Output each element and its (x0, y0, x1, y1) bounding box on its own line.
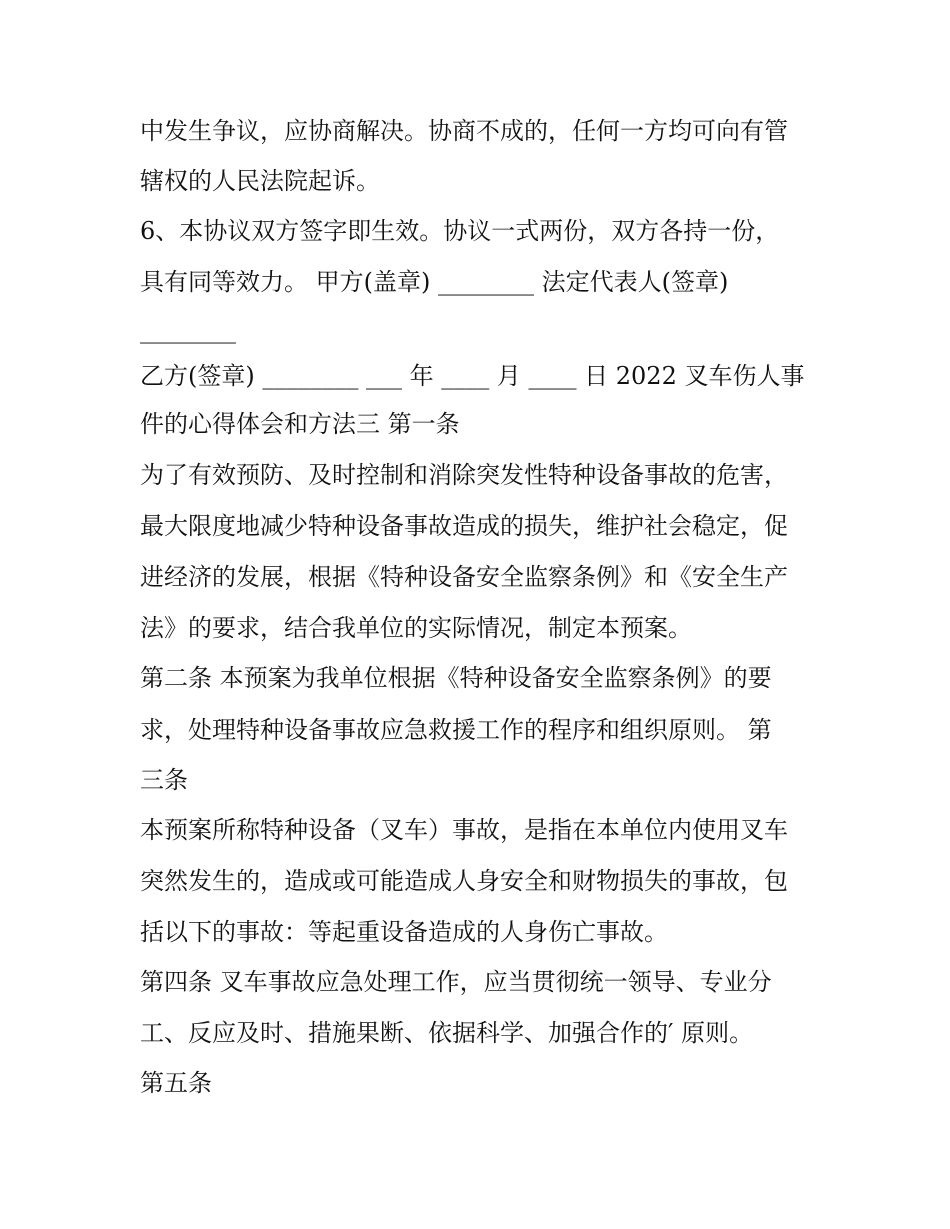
text-line: 中发生争议，应协商解决。协商不成的，任何一方均可向有管 (140, 117, 788, 145)
text-line: 6、本协议双方签字即生效。协议一式两份，双方各持一份， (140, 217, 780, 245)
text-line: 第二条 本预案为我单位根据《特种设备安全监察条例》的要 (140, 664, 772, 692)
text-line: 最大限度地减少特种设备事故造成的损失，维护社会稳定，促 (140, 512, 788, 540)
text-line: 乙方(签章) ________ ___ 年 ____ 月 ____ 日 2022 叉车伤人事 (140, 362, 805, 390)
text-line: 突然发生的，造成或可能造成人身安全和财物损失的事故，包 (140, 867, 788, 895)
text-line: 进经济的发展，根据《特种设备安全监察条例》和《安全生产 (140, 563, 788, 591)
text-line: 辖权的人民法院起诉。 (140, 167, 380, 195)
text-line: 求，处理特种设备事故应急救援工作的程序和组织原则。 第 (140, 716, 772, 744)
text-line: 工、反应及时、措施果断、依据科学、加强合作的′ 原则。 (140, 1019, 754, 1047)
text-line: 法》的要求，结合我单位的实际情况，制定本预案。 (140, 614, 692, 642)
text-line: 本预案所称特种设备（叉车）事故，是指在本单位内使用叉车 (140, 816, 788, 844)
text-line: 三条 (140, 766, 188, 794)
text-line: 为了有效预防、及时控制和消除突发性特种设备事故的危害， (140, 461, 788, 489)
text-line: ________ (140, 316, 236, 344)
text-line: 件的心得体会和方法三 第一条 (140, 410, 460, 438)
text-line: 具有同等效力。 甲方(盖章) ________ 法定代表人(签章) (140, 268, 729, 296)
text-line: 括以下的事故：等起重设备造成的人身伤亡事故。 (140, 918, 668, 946)
text-line: 第四条 叉车事故应急处理工作，应当贯彻统一领导、专业分 (140, 968, 772, 996)
text-line: 第五条 (140, 1069, 212, 1097)
